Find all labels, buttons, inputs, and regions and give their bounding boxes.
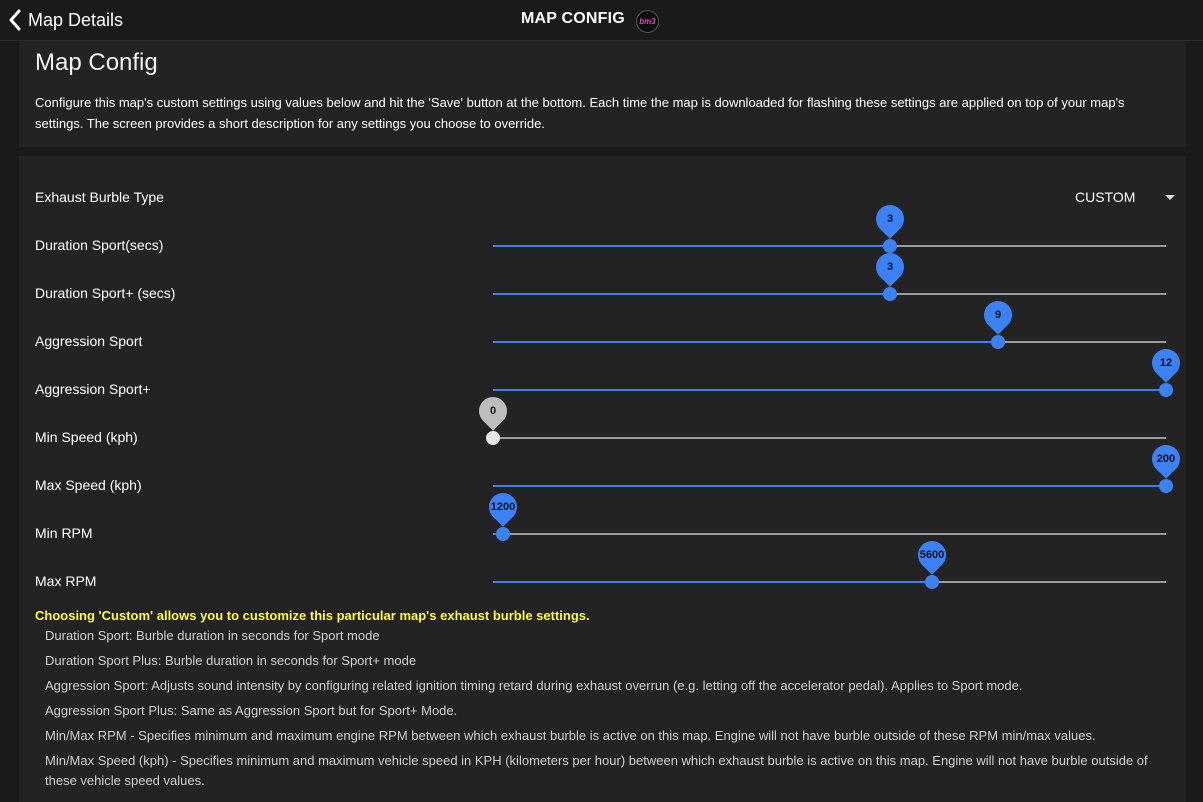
slider-fill: [493, 341, 998, 343]
setting-slider[interactable]: [493, 357, 1173, 401]
logo-icon: [636, 10, 659, 33]
slider-label: Min RPM: [35, 525, 93, 541]
page-title: MAP CONFIG: [521, 10, 625, 27]
slider-label: Aggression Sport+: [35, 381, 151, 397]
slider-label: Duration Sport(secs): [35, 237, 164, 253]
setting-slider[interactable]: [493, 261, 1166, 305]
slider-fill: [493, 581, 932, 583]
intro-card: [19, 41, 1186, 147]
setting-slider[interactable]: [489, 405, 1166, 449]
help-line: Duration Sport: Burble duration in seconds for Sport mode: [45, 628, 380, 643]
top-bar: [0, 0, 1203, 41]
slider-label: Max Speed (kph): [35, 477, 142, 493]
settings-card: [19, 156, 1186, 802]
burble-type-value: CUSTOM: [1075, 189, 1136, 205]
slider-value: 200: [1156, 453, 1176, 465]
slider-value: 5600: [919, 549, 945, 561]
slider-fill: [493, 485, 1166, 487]
slider-value: 12: [1159, 357, 1173, 369]
back-label: Map Details: [28, 9, 124, 30]
section-title: Map Config: [35, 49, 158, 76]
setting-slider[interactable]: [493, 453, 1176, 497]
custom-note: Choosing 'Custom' allows you to customize this particular map's exhaust burble settings.: [35, 608, 590, 623]
slider-fill: [493, 245, 890, 247]
slider-label: Duration Sport+ (secs): [35, 285, 176, 301]
slider-value: 0: [489, 405, 497, 417]
slider-value: 9: [994, 309, 1002, 321]
back-button[interactable]: [8, 7, 123, 33]
slider-thumb[interactable]: [1159, 479, 1173, 493]
slider-thumb[interactable]: [883, 239, 897, 253]
setting-slider[interactable]: [493, 309, 1166, 353]
burble-type-label: Exhaust Burble Type: [35, 189, 164, 205]
slider-value: 1200: [490, 501, 516, 513]
slider-fill: [493, 293, 890, 295]
setting-slider[interactable]: [493, 549, 1166, 593]
help-line: Duration Sport Plus: Burble duration in seconds for Sport+ mode: [45, 653, 417, 668]
slider-thumb[interactable]: [1159, 383, 1173, 397]
caret-down-icon: [1165, 195, 1175, 200]
slider-thumb[interactable]: [496, 527, 510, 541]
slider-thumb[interactable]: [991, 335, 1005, 349]
slider-thumb[interactable]: [883, 287, 897, 301]
logo-text: bm3: [639, 17, 656, 26]
slider-thumb[interactable]: [486, 431, 500, 445]
slider-thumb[interactable]: [925, 575, 939, 589]
section-description: Configure this map's custom settings using values below and hit the 'Save' button at the bottom. Each time the map is downloaded for flashing these settings are applied on top of your map's settings. The screen provides a short description for any settings you choose to override.: [35, 95, 1125, 131]
slider-fill: [493, 389, 1166, 391]
slider-value: 3: [886, 213, 894, 225]
help-line: Min/Max RPM - Specifies minimum and maximum engine RPM between which exhaust burble is active on this map. Engine will not have burble outside of these RPM min/max values.: [45, 728, 1096, 743]
slider-value: 3: [886, 261, 894, 273]
slider-label: Max RPM: [35, 573, 97, 589]
slider-track[interactable]: [493, 533, 1166, 535]
slider-label: Aggression Sport: [35, 333, 143, 349]
burble-type-select[interactable]: [1075, 185, 1175, 209]
slider-label: Min Speed (kph): [35, 429, 138, 445]
help-line: Aggression Sport Plus: Same as Aggression Sport but for Sport+ Mode.: [45, 703, 458, 718]
slider-track[interactable]: [493, 437, 1166, 439]
help-line: Aggression Sport: Adjusts sound intensity by configuring related ignition timing retard during exhaust overrun (e.g. letting off the accelerator pedal). Applies to Sport mode.: [45, 678, 1023, 693]
help-line: Min/Max Speed (kph) - Specifies minimum and maximum vehicle speed in KPH (kilometers per hour) between which exhaust burble is active on this map. Engine will not have burble outside of these vehicle speed values.: [45, 753, 1148, 788]
chevron-left-icon: [8, 9, 22, 31]
setting-slider[interactable]: [493, 213, 1166, 257]
setting-slider[interactable]: [490, 501, 1166, 545]
